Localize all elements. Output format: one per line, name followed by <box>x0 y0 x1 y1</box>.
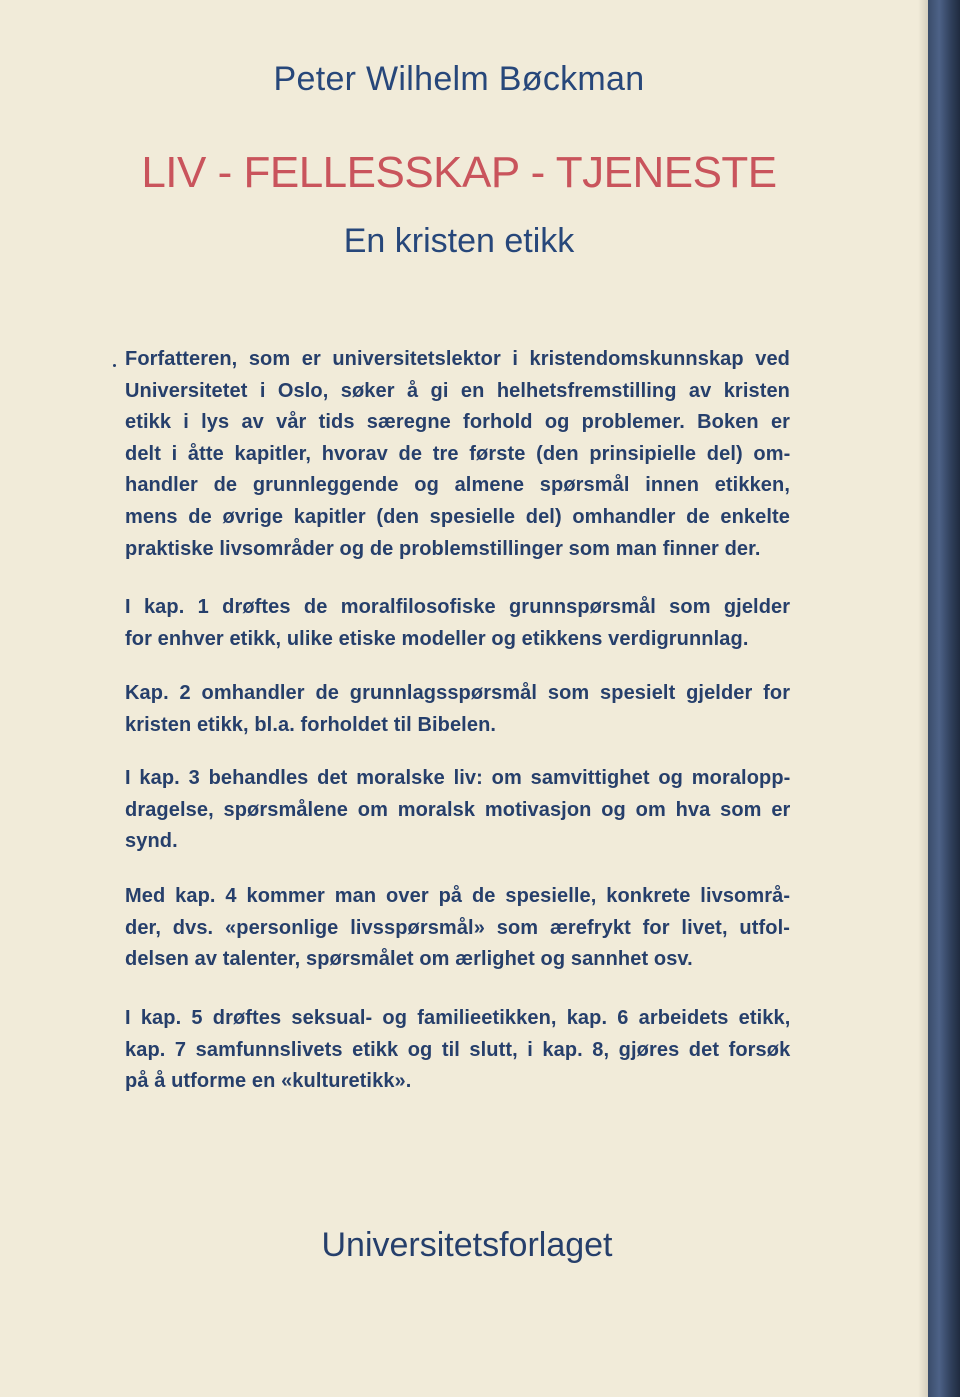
text-line: på å utforme en «kulturetikk». <box>125 1070 412 1093</box>
text-line: synd. <box>125 830 178 853</box>
publisher-name: Universitetsforlaget <box>321 1226 613 1264</box>
text-line: mens de øvrige kapitler (den spesielle del) omhandler de enkelte <box>125 505 790 528</box>
text-line: praktiske livsområder og de problemstillinger som man finner der. <box>125 537 761 560</box>
text-line: I kap. 1 drøftes de moralfilosofiske grunnspørsmål som gjelder <box>125 596 791 618</box>
text-line: delsen av talenter, spørsmålet om ærlighet og sannhet osv. <box>125 948 693 971</box>
text-line: delt i åtte kapitler, hvorav de tre første (den prinsipielle del) om- <box>125 442 791 465</box>
author-name: Peter Wilhelm Bøckman <box>273 60 645 98</box>
text-line: der, dvs. «personlige livsspørsmål» som ærefrykt for livet, utfol- <box>125 916 790 939</box>
description-paragraph-chapters-5-8 <box>125 1003 790 1098</box>
description-paragraph-chapter-1 <box>125 592 790 655</box>
text-line: dragelse, spørsmålene om moralsk motivasjon og om hva som er <box>125 798 791 821</box>
description-paragraph-chapter-4 <box>125 881 790 976</box>
text-line: kristen etikk, bl.a. forholdet til Bibelen. <box>125 713 497 736</box>
book-title: LIV - FELLESSKAP - TJENESTE <box>141 148 777 197</box>
description-paragraph-chapter-3 <box>125 763 790 858</box>
text-line: etikk i lys av vår tids særegne forhold og problemer. Boken er <box>125 411 791 434</box>
print-speck <box>113 364 116 367</box>
text-line: handler de grunnleggende og almene spørsmål innen etikken, <box>125 474 790 497</box>
text-line: Kap. 2 omhandler de grunnlagsspørsmål som spesielt gjelder for <box>125 682 791 704</box>
text-line: Med kap. 4 kommer man over på de spesielle, konkrete livsområ- <box>125 885 791 907</box>
description-paragraph-intro <box>125 344 790 565</box>
text-line: kap. 7 samfunnslivets etikk og til slutt, i kap. 8, gjøres det forsøk <box>125 1038 791 1061</box>
text-line: for enhver etikk, ulike etiske modeller og etikkens verdigrunnlag. <box>125 627 749 650</box>
text-line: I kap. 5 drøftes seksual- og familieetikken, kap. 6 arbeidets etikk, <box>125 1007 791 1029</box>
text-line: I kap. 3 behandles det moralske liv: om samvittighet og moralopp- <box>125 767 791 789</box>
book-subtitle: En kristen etikk <box>343 222 575 260</box>
description-paragraph-chapter-2 <box>125 678 790 741</box>
text-line: Forfatteren, som er universitetslektor i kristendomskunnskap ved <box>125 348 790 370</box>
text-line: Universitetet i Oslo, søker å gi en helhetsfremstilling av kristen <box>125 379 790 402</box>
book-spine <box>928 0 960 1397</box>
